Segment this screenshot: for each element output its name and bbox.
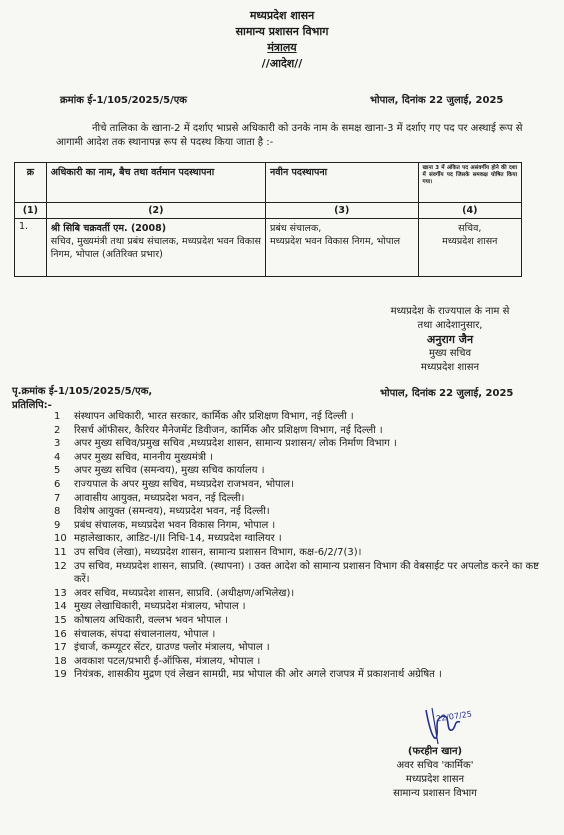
authority-block	[360, 305, 540, 375]
order-number: क्रमांक ई-1/105/2025/5/एक	[60, 95, 187, 106]
list-item: 9 प्रबंध संचालक, मध्यप्रदेश भवन विकास निगम, भोपाल ।	[54, 519, 276, 531]
header-mantralaya: मंत्रालय	[267, 41, 297, 54]
endorsement-number: पृ.क्रमांक ई-1/105/2025/5/एक,	[12, 386, 153, 397]
header-col-officer: अधिकारी का नाम, बैच तथा वर्तमान पदस्थापना	[46, 163, 265, 203]
list-item: 2 रिसर्च ऑफीसर, कैरियर मैनेजमेंट डिवीजन, कार्मिक और प्रशिक्षण विभाग, नई दिल्ली ।	[54, 424, 383, 436]
list-item: 7 आवासीय आयुक्त, मध्यप्रदेश भवन, नई दिल्ली।	[54, 492, 245, 504]
list-item: 6 राज्यपाल के अपर मुख्य सचिव, मध्यप्रदेश राजभवन, भोपाल।	[54, 478, 294, 490]
authority-place-date: भोपाल, दिनांक 22 जुलाई, 2025	[380, 388, 514, 399]
signature-date: 22/07/25	[435, 709, 473, 724]
list-item: 13 अवर सचिव, मध्यप्रदेश शासन, साप्रवि. (अधीक्षण/अभिलेख)।	[54, 587, 295, 599]
list-item: 8 विशेष आयुक्त (समन्वय), मध्यप्रदेश भवन, नई दिल्ली।	[54, 506, 270, 518]
authority-line1: मध्यप्रदेश के राज्यपाल के नाम से	[390, 306, 510, 317]
list-item: 18 अवकाश पटल/प्रभारी ई-ऑफिस, मंत्रालय, भोपाल ।	[54, 655, 261, 667]
header-col-new-post: नवीन पदस्थापना	[265, 163, 418, 203]
copy-label: प्रतिलिपि:-	[12, 400, 52, 411]
signatory-dept: सामान्य प्रशासन विभाग	[393, 788, 477, 799]
equivalent-post-line2: मध्यप्रदेश शासन	[442, 236, 498, 247]
list-item: 4 अपर मुख्य सचिव, माननीय मुख्यमंत्री ।	[54, 451, 213, 463]
signatory-block	[350, 745, 520, 801]
header-col-sr: क्र	[15, 163, 47, 203]
table-row	[15, 219, 522, 277]
officer-name: श्री सिबि चक्रवर्ती एम. (2008)	[50, 223, 167, 234]
authority-govt: मध्यप्रदेश शासन	[420, 362, 480, 373]
col-number-3: (3)	[265, 203, 418, 219]
list-item: 12 उप सचिव, मध्यप्रदेश शासन, साप्रवि. (स्थापना) । उक्त आदेश को सामान्य प्रशासन विभाग की वेबसाईट पर अपलोड करने का कष्ट करें।	[54, 560, 540, 586]
col-number-2: (2)	[46, 203, 265, 219]
list-item: 10 महालेखाकार, आडिट-I/II निधि-14, मध्यप्रदेश ग्वालियर ।	[54, 533, 282, 545]
posting-table	[14, 162, 522, 277]
header-order: //आदेश//	[261, 57, 303, 70]
officer-current-posting: सचिव, मुख्यमंत्री तथा प्रबंध संचालक, मध्यप्रदेश भवन विकास निगम, भोपाल (अतिरिक्त प्रभार)	[50, 236, 261, 260]
new-post-line2: मध्यप्रदेश भवन विकास निगम, भोपाल	[269, 236, 401, 247]
copy-list	[54, 410, 544, 682]
header-govt: मध्यप्रदेश शासन	[249, 9, 315, 22]
list-item: 14 मुख्य लेखाधिकारी, मध्यप्रदेश मंत्रालय, भोपाल ।	[54, 601, 246, 613]
header-dept: सामान्य प्रशासन विभाग	[235, 25, 329, 38]
authority-name: अनुराग जैन	[426, 333, 474, 346]
signatory-name: (फरहीन खान)	[407, 746, 463, 757]
list-item: 5 अपर मुख्य सचिव (समन्वय), मुख्य सचिव कार्यालय ।	[54, 465, 265, 477]
signatory-designation: अवर सचिव 'कार्मिक'	[396, 760, 474, 771]
col-number-4: (4)	[418, 203, 521, 219]
intro-paragraph: नीचे तालिका के खाना-2 में दर्शाए भाप्रसे अधिकारी को उनके नाम के समक्ष खाना-3 में दर्शाए गए पद पर अस्थाई रूप से आगामी आदेश तक स्थानापन्न रूप से पदस्थ किया जाता है :-	[56, 123, 523, 148]
new-post-line1: प्रबंध संचालक,	[269, 223, 322, 234]
header-col-equivalent: खाना 3 में अंकित पद असंवर्गीय होने की दशा में संवर्गीय पद जिसके समकक्ष घोषित किया गया।	[422, 165, 517, 185]
row-sr: 1.	[15, 219, 47, 277]
list-item: 19 नियंत्रक, शासकीय मुद्रण एवं लेखन सामग्री, मप्र भोपाल की ओर अगले राजपत्र में प्रकाशनार्थ अग्रेषित ।	[54, 669, 442, 681]
signatory-govt: मध्यप्रदेश शासन	[405, 774, 465, 785]
list-item: 1 संस्थापन अधिकारी, भारत सरकार, कार्मिक और प्रशिक्षण विभाग, नई दिल्ली ।	[54, 411, 354, 422]
signature-mark	[418, 702, 498, 747]
list-item: 15 कोषालय अधिकारी, वल्लभ भवन भोपाल ।	[54, 614, 229, 626]
authority-line2: तथा आदेशानुसार,	[417, 320, 483, 331]
list-item: 17 इंचार्ज, कम्प्यूटर सेंटर, ग्राउण्ड फ्लोर मंत्रालय, भोपाल ।	[54, 642, 270, 654]
list-item: 11 उप सचिव (लेखा), मध्यप्रदेश शासन, सामान्य प्रशासन विभाग, कक्ष-6/2/7(3)।	[54, 546, 362, 558]
equivalent-post-line1: सचिव,	[458, 223, 482, 234]
authority-designation: मुख्य सचिव	[428, 348, 472, 359]
list-item: 16 संचालक, संपदा संचालनालय, भोपाल ।	[54, 628, 216, 640]
col-number-1: (1)	[15, 203, 47, 219]
list-item: 3 अपर मुख्य सचिव/प्रमुख सचिव ,मध्यप्रदेश शासन, सामान्य प्रशासन/ लोक निर्माण विभाग ।	[54, 438, 397, 450]
order-place-date: भोपाल, दिनांक 22 जुलाई, 2025	[370, 95, 504, 106]
